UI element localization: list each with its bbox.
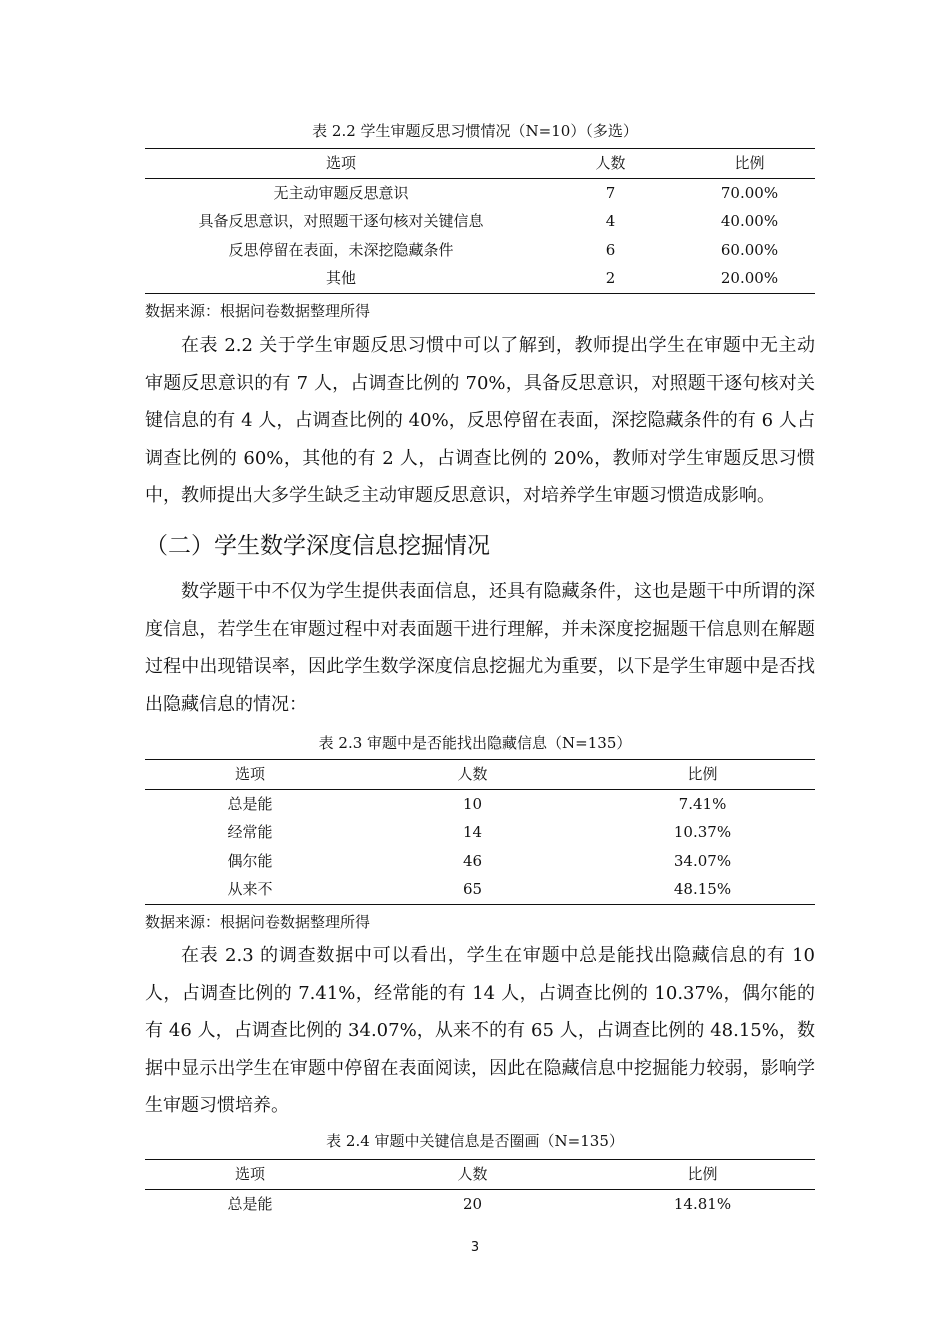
column-header-option: 选项: [145, 1160, 355, 1190]
table-header-row: [145, 149, 815, 179]
cell-ratio: 7.41%: [678, 794, 727, 813]
cell-count: 6: [605, 240, 616, 259]
table-row: [145, 1189, 815, 1218]
cell-ratio: 14.81%: [673, 1194, 732, 1213]
cell-count: 7: [605, 183, 616, 202]
column-header-ratio: 比例: [590, 760, 815, 790]
table-2-2-source: 数据来源：根据问卷数据整理所得: [145, 302, 371, 320]
table-row: [145, 875, 815, 904]
cell-ratio: 20.00%: [684, 264, 815, 293]
table-row: [145, 847, 815, 876]
table-row: [145, 178, 815, 207]
cell-ratio: 34.07%: [673, 851, 732, 870]
cell-count: 20: [462, 1194, 483, 1213]
cell-option: 经常能: [227, 823, 273, 841]
cell-option: 无主动审题反思意识: [273, 183, 409, 202]
column-header-ratio: 比例: [684, 149, 815, 179]
cell-option: 具备反思意识，对照题干逐句核对关键信息: [198, 212, 484, 230]
table-row: [145, 236, 815, 265]
section-heading: （二）学生数学深度信息挖掘情况: [145, 533, 490, 559]
table-header-row: [145, 1160, 815, 1190]
cell-option: 偶尔能: [227, 851, 273, 870]
cell-count: 10: [462, 794, 483, 813]
table-header-row: [145, 760, 815, 790]
cell-option: 从来不: [145, 875, 355, 904]
cell-count: 46: [462, 851, 483, 870]
cell-count: 65: [355, 875, 590, 904]
table-2-4-caption: 表 2.4 审题中关键信息是否圈画（N=135）: [326, 1132, 624, 1150]
cell-count: 2: [537, 264, 684, 293]
column-header-count: 人数: [355, 1160, 590, 1190]
column-header-option: 选项: [145, 149, 537, 179]
table-2-3-source: 数据来源：根据问卷数据整理所得: [145, 913, 371, 931]
table-row: [145, 264, 815, 293]
table-2-3-caption: 表 2.3 审题中是否能找出隐藏信息（N=135）: [318, 734, 632, 752]
cell-option: 总是能: [227, 1194, 273, 1213]
column-header-option: 选项: [145, 760, 355, 790]
body-paragraph-1: 在表 2.2 关于学生审题反思习惯中可以了解到，教师提出学生在审题中无主动审题反思意识的有 7 人，占调查比例的 70%，具备反思意识，对照题干逐句核对关键信息的有 4 人，占调查比例的 40%，反思停留在表面，深挖隐藏条件的有 6 人占调查比例的 60%，其他的有 2 人，占调查比例的 20%，教师对学生审题反思习惯中，教师提出大多学生缺乏主动审题反思意识，对培养学生审题习惯造成影响。: [145, 335, 815, 507]
cell-ratio: 60.00%: [720, 240, 779, 259]
table-row: [145, 207, 815, 236]
cell-count: 4: [605, 212, 616, 230]
body-paragraph-3: 在表 2.3 的调查数据中可以看出，学生在审题中总是能找出隐藏信息的有 10 人，占调查比例的 7.41%，经常能的有 14 人，占调查比例的 10.37%，偶尔能的有 46 人，占调查比例的 34.07%，从来不的有 65 人，占调查比例的 48.15%，数据中显示出学生在审题中停留在表面阅读，因此在隐藏信息中挖掘能力较弱，影响学生审题习惯培养。: [145, 945, 815, 1117]
cell-ratio: 10.37%: [673, 823, 732, 841]
table-2-2-caption: 表 2.2 学生审题反思习惯情况（N=10）（多选）: [312, 122, 638, 140]
cell-option: 总是能: [227, 794, 273, 813]
column-header-count: 人数: [537, 149, 684, 179]
column-header-ratio: 比例: [590, 1160, 815, 1190]
table-row: [145, 789, 815, 818]
table-2-3: [145, 759, 815, 905]
table-row: [145, 818, 815, 847]
table-2-4: [145, 1159, 815, 1218]
body-paragraph-2: 数学题干中不仅为学生提供表面信息，还具有隐藏条件，这也是题干中所谓的深度信息，若学生在审题过程中对表面题干进行理解，并未深度挖掘题干信息则在解题过程中出现错误率，因此学生数学深度信息挖掘尤为重要，以下是学生审题中是否找出隐藏信息的情况：: [145, 581, 815, 715]
column-header-count: 人数: [355, 760, 590, 790]
cell-option: 其他: [145, 264, 537, 293]
cell-ratio: 40.00%: [720, 212, 779, 230]
table-2-2: [145, 148, 815, 294]
cell-ratio: 48.15%: [590, 875, 815, 904]
cell-ratio: 70.00%: [720, 183, 779, 202]
page-number: 3: [470, 1240, 480, 1255]
cell-option: 反思停留在表面，未深挖隐藏条件: [228, 240, 454, 259]
cell-count: 14: [462, 823, 483, 841]
